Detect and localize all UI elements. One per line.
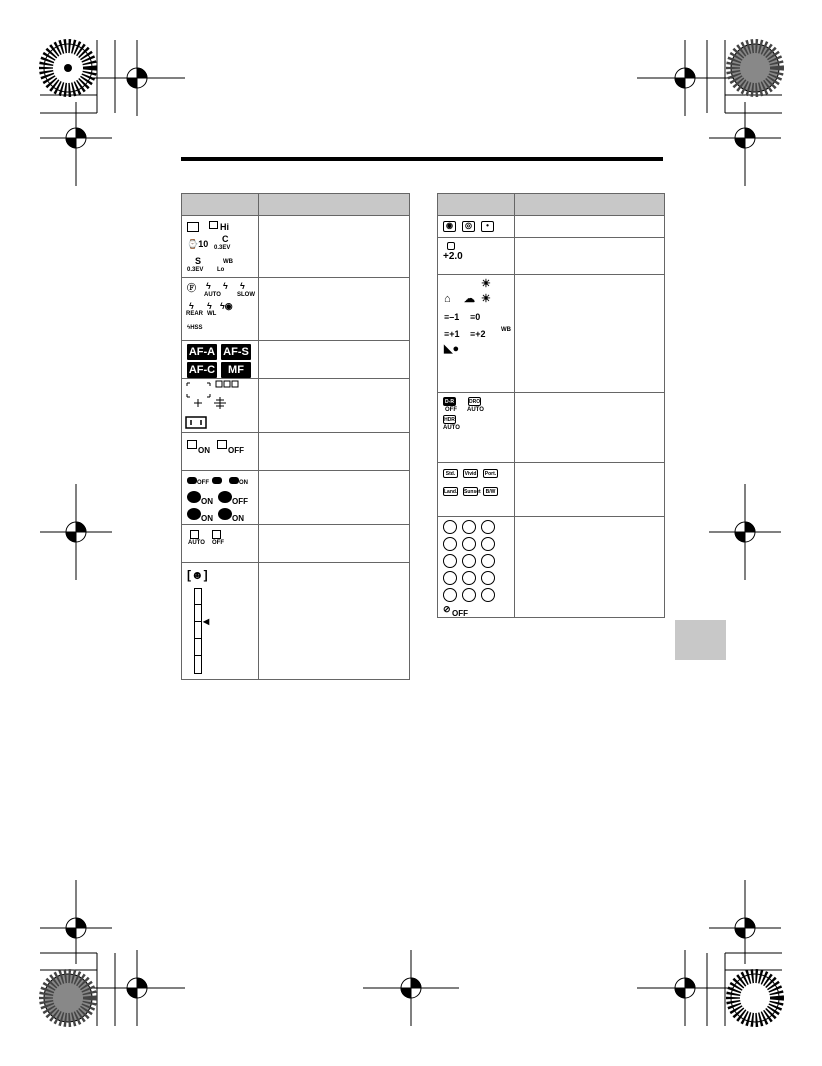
- smile-big-on-label: ON: [232, 514, 244, 523]
- flash-comp-value: +2.0: [443, 251, 463, 262]
- timer-value: 10: [198, 239, 209, 249]
- dro-auto-label: AUTO: [467, 407, 484, 413]
- sensitivity-ticks: [194, 621, 202, 622]
- effect-poster-icon: [481, 520, 495, 534]
- flash-auto-label: AUTO: [204, 292, 221, 298]
- fluor-p1-value: +1: [449, 329, 460, 339]
- table-row: [182, 341, 410, 379]
- effect-miniature-icon: [481, 588, 495, 602]
- sensitivity-ticks: [194, 638, 202, 639]
- bracket-wb-label: WB: [223, 259, 233, 265]
- creative-style-icons: [438, 463, 515, 517]
- picture-effect-icons: [438, 517, 515, 618]
- right-icon-table: [437, 193, 665, 618]
- auto-mode-desc: [259, 525, 410, 563]
- flash-comp-icons: [438, 238, 515, 275]
- style-std-icon: Std.: [443, 469, 458, 478]
- auto-portrait-off-icon: [217, 440, 227, 449]
- smile-off-label: OFF: [232, 497, 248, 506]
- style-sunset-icon: Sunset: [464, 489, 481, 495]
- face-detection-icons: [182, 471, 259, 525]
- incandescent-icon: ☀: [481, 293, 491, 305]
- effect-toy-icon: [443, 520, 457, 534]
- self-timer-label: ⌚10: [187, 239, 209, 249]
- table-row: [438, 238, 665, 275]
- dro-hdr-icons: [438, 393, 515, 463]
- fluor-0-value: 0: [475, 312, 481, 322]
- flash-mode-icons: [182, 278, 259, 341]
- table-row: [438, 275, 665, 393]
- flash-wl-icon: ϟ: [207, 301, 212, 311]
- table-row: [438, 216, 665, 238]
- smile-sensitivity-desc: [259, 563, 410, 680]
- bracket-c-label: C: [222, 234, 229, 244]
- af-s-badge: AF-S: [221, 344, 251, 360]
- style-vivid-icon: Vivid: [464, 471, 477, 477]
- smile-big-icon: [218, 508, 232, 520]
- table-row: [182, 563, 410, 680]
- smile-slight-on-label: ON: [201, 514, 213, 523]
- auto-framing-off-label: OFF: [212, 540, 224, 546]
- flash-rear-icon: ϟ: [189, 301, 194, 311]
- hss-text: HSS: [190, 325, 203, 331]
- effect-partcolor-icon: [443, 554, 457, 568]
- left-table-header: [182, 194, 410, 216]
- style-bw-icon: B/W: [483, 487, 498, 496]
- center-weighted-icon: ◎: [462, 221, 475, 232]
- smile-shutter-desc: [259, 433, 410, 471]
- section-rule: [181, 157, 663, 161]
- focus-mode-icons: [182, 341, 259, 379]
- fluorescent-p2: ≡+2: [470, 329, 486, 339]
- flash-icon: ϟ: [206, 281, 211, 291]
- table-row: [182, 278, 410, 341]
- fluorescent-0: ≡0: [470, 312, 481, 322]
- dro-off-label: OFF: [445, 407, 457, 413]
- left-header-desc: [259, 194, 410, 216]
- af-a-badge: AF-A: [188, 346, 216, 358]
- af-area-glyphs: [182, 379, 258, 431]
- continuous-icon: [209, 221, 218, 229]
- effect-pop-icon: [462, 520, 476, 534]
- face-on-icon: [229, 477, 239, 484]
- auto-framing-icon: [190, 530, 199, 539]
- effect-softkey-icon: [481, 537, 495, 551]
- table-row: [438, 463, 665, 517]
- face-reg-icon: [212, 477, 222, 484]
- auto-portrait-on-label: ON: [198, 446, 210, 455]
- af-area-icons: [182, 379, 259, 433]
- effect-painting-icon: [443, 588, 457, 602]
- style-portrait-icon: Port.: [484, 471, 497, 477]
- left-icon-table: [181, 193, 410, 680]
- sensitivity-pointer-icon: ◀: [203, 617, 210, 626]
- metering-mode-desc: [515, 216, 665, 238]
- auto-portrait-off-label: OFF: [228, 446, 244, 455]
- af-area-desc: [259, 379, 410, 433]
- left-header-icon: [182, 194, 259, 216]
- table-row: [182, 379, 410, 433]
- metering-mode-icons: [438, 216, 515, 238]
- bracket-wb-lo: Lo: [217, 267, 225, 273]
- af-c-badge: AF-C: [188, 364, 216, 376]
- smile-sensitivity-icons: [182, 563, 259, 680]
- fluor-m1-value: –1: [449, 312, 460, 322]
- sensitivity-ticks: [194, 655, 202, 656]
- flash-off-icon: Ⓕ: [187, 283, 197, 293]
- effect-softfocus-icon: [481, 571, 495, 585]
- bracket-s-label: S: [195, 256, 202, 266]
- spot-icon: •: [481, 221, 494, 232]
- bracket-s-ev: 0.3EV: [187, 267, 204, 273]
- daylight-icon: ☀: [481, 278, 491, 290]
- smile-slight-icon: [187, 508, 201, 520]
- effect-hcbw-icon: [462, 571, 476, 585]
- smile-shutter-icons: [182, 433, 259, 471]
- hi-label: Hi: [220, 222, 229, 232]
- white-balance-icons: [438, 275, 515, 393]
- flash-rear-label: REAR: [186, 311, 204, 317]
- smile-on-icon: [187, 491, 201, 503]
- auto-framing-auto-label: AUTO: [188, 540, 205, 546]
- picture-effect-desc: [515, 517, 665, 618]
- effect-partcolor4-icon: [443, 571, 457, 585]
- bracket-c-ev: 0.3EV: [214, 245, 231, 251]
- sensitivity-bar: [194, 588, 202, 674]
- right-header-icon: [438, 194, 515, 216]
- fluorescent-p1: ≡+1: [444, 329, 460, 339]
- flash-wl-label: WL: [207, 311, 217, 317]
- auto-portrait-on-icon: [187, 440, 197, 449]
- drive-mode-icons: [182, 216, 259, 278]
- single-shot-icon: [187, 222, 199, 232]
- flash-hss-label: ϟHSS: [187, 325, 203, 331]
- flash-comp-desc: [515, 238, 665, 275]
- flash-fill-icon: ϟ: [223, 281, 228, 291]
- auto-mode-icons: [182, 525, 259, 563]
- effect-partcolor3-icon: [481, 554, 495, 568]
- effect-off-icon: ⊘: [443, 604, 451, 614]
- red-eye-icon: ϟ◉: [220, 301, 233, 311]
- table-row: [438, 393, 665, 463]
- hdr-auto-icon: HDR: [444, 417, 455, 423]
- flash-comp-icon: [447, 242, 455, 250]
- effect-off-label: OFF: [452, 609, 468, 618]
- fluorescent-m1: ≡–1: [444, 312, 460, 322]
- fluor-p2-value: +2: [475, 329, 486, 339]
- effect-retro-icon: [462, 537, 476, 551]
- table-row: [182, 216, 410, 278]
- custom-wb-icon: ◣●: [444, 343, 460, 355]
- face-detect-off-label: OFF: [197, 480, 209, 486]
- sensitivity-ticks: [194, 604, 202, 605]
- table-row: [182, 471, 410, 525]
- dro-auto-icon: DRO: [469, 399, 481, 405]
- dro-hdr-desc: [515, 393, 665, 463]
- style-landscape-icon: Land.: [444, 489, 458, 495]
- drive-mode-desc: [259, 216, 410, 278]
- flash-mode-desc: [259, 278, 410, 341]
- flash-slow-icon: ϟ: [240, 281, 245, 291]
- right-table-header: [438, 194, 665, 216]
- table-row: [182, 433, 410, 471]
- auto-framing-off-icon: [212, 530, 221, 539]
- effect-richtone-icon: [462, 588, 476, 602]
- focus-mode-desc: [259, 341, 410, 379]
- shade-icon: ⌂: [444, 293, 451, 305]
- face-detect-on-label: ON: [239, 480, 248, 486]
- side-index-tab: [675, 620, 726, 660]
- effect-poster2-icon: [443, 537, 457, 551]
- right-header-desc: [515, 194, 665, 216]
- cloudy-icon: ☁: [464, 293, 475, 305]
- face-detect-icon: [187, 477, 197, 484]
- table-row: [438, 517, 665, 618]
- hdr-auto-label: AUTO: [443, 425, 460, 431]
- creative-style-desc: [515, 463, 665, 517]
- smile-off-icon: [218, 491, 232, 503]
- dro-off-icon: D-R: [443, 397, 456, 406]
- flash-wb-label: WB: [501, 327, 511, 333]
- multi-segment-icon: ◉: [443, 221, 456, 232]
- face-detection-desc: [259, 471, 410, 525]
- white-balance-desc: [515, 275, 665, 393]
- effect-partcolor2-icon: [462, 554, 476, 568]
- flash-slow-label: SLOW: [237, 292, 255, 298]
- mf-badge: MF: [221, 362, 251, 378]
- table-row: [182, 525, 410, 563]
- smile-frame-icon: [☻]: [187, 568, 208, 582]
- smile-on-label: ON: [201, 497, 213, 506]
